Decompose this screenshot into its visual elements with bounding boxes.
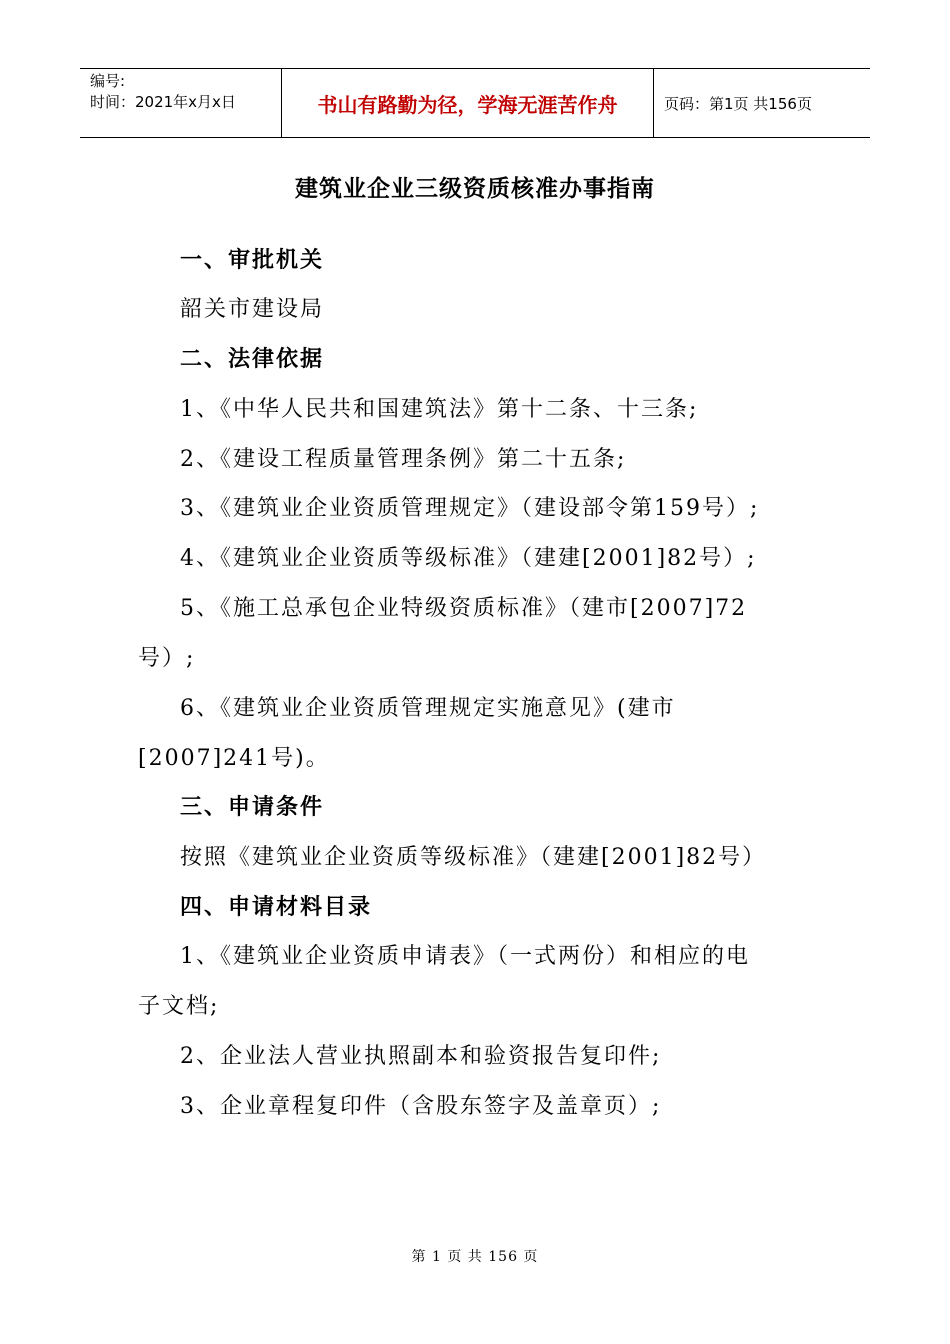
legal-basis-item: 6、《建筑业企业资质管理规定实施意见》(建市: [180, 696, 676, 721]
document-number-label: 编号:: [90, 72, 126, 90]
materials-item: 1、《建筑业企业资质申请表》（一式两份）和相应的电: [180, 944, 750, 969]
document-title: 建筑业企业三级资质核准办事指南: [295, 175, 655, 202]
materials-item: 3、企业章程复印件（含股东签字及盖章页）;: [180, 1094, 662, 1119]
section-heading-legal-basis: 二、法律依据: [180, 347, 325, 372]
section-heading-approval-authority: 一、审批机关: [180, 248, 325, 273]
materials-item: 2、企业法人营业执照副本和验资报告复印件;: [180, 1044, 662, 1069]
section-heading-application-conditions: 三、申请条件: [180, 795, 325, 820]
legal-basis-item-continued: [2007]241号)。: [138, 746, 330, 771]
section-body-approval-authority: 韶关市建设局: [180, 297, 325, 322]
page-header: [80, 68, 870, 138]
legal-basis-item: 1、《中华人民共和国建筑法》第十二条、十三条;: [180, 397, 699, 422]
legal-basis-item: 3、《建筑业企业资质管理规定》（建设部令第159号）;: [180, 496, 760, 521]
header-meta: [80, 69, 282, 137]
legal-basis-item: 2、《建设工程质量管理条例》第二十五条;: [180, 447, 627, 472]
materials-item-continued: 子文档;: [138, 994, 220, 1019]
legal-basis-item: 4、《建筑业企业资质等级标准》（建建[2001]82号）;: [180, 546, 757, 571]
header-page-info: 页码：第1页 共156页: [664, 94, 812, 113]
section-heading-materials-list: 四、申请材料目录: [180, 895, 373, 920]
document-date: 时间：2021年x月x日: [90, 93, 236, 111]
header-motto: 书山有路勤为径，学海无涯苦作舟: [282, 69, 654, 137]
section-body-application-conditions: 按照《建筑业企业资质等级标准》（建建[2001]82号）: [180, 845, 767, 870]
page-footer: 第 1 页 共 156 页: [411, 1249, 539, 1265]
legal-basis-item: 5、《施工总承包企业特级资质标准》（建市[2007]72: [180, 596, 748, 621]
legal-basis-item-continued: 号）;: [138, 646, 196, 671]
